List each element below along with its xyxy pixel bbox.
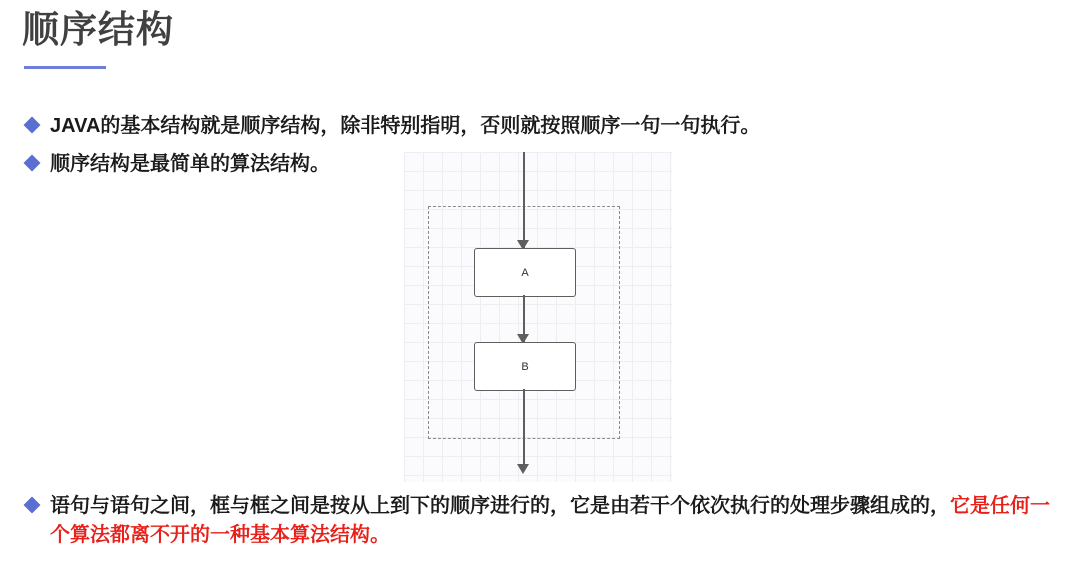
connector-line-top: [523, 152, 525, 248]
flowchart-node-a-label: A: [521, 266, 529, 279]
connector-line-bottom: [523, 389, 525, 471]
bullet-item-2-label: 顺序结构是最简单的算法结构。: [50, 153, 330, 175]
bullet-item-2: [26, 150, 330, 179]
bullet-item-1-label: JAVA的基本结构就是顺序结构，除非特别指明，否则就按照顺序一句一句执行。: [50, 115, 761, 137]
page-title: 顺序结构: [22, 9, 174, 50]
flowchart-node-a: [474, 248, 576, 297]
diamond-bullet-icon: [24, 117, 41, 134]
bullet-item-3: [26, 492, 1066, 550]
bullet-item-3-label: [50, 492, 1060, 550]
diamond-bullet-icon: [24, 497, 41, 514]
flowchart-diagram: [404, 152, 672, 482]
arrow-head-icon: [517, 464, 529, 474]
diamond-bullet-icon: [24, 155, 41, 172]
title-underline: [24, 66, 106, 69]
bullet-item-3-text: 语句与语句之间，框与框之间是按从上到下的顺序进行的，它是由若干个依次执行的处理步骤组成的，: [50, 495, 950, 517]
bullet-item-1: [26, 112, 760, 141]
bullet-item-3-highlight: 它是任何一个算法都离不开的一种基本算法结构。: [50, 495, 1050, 546]
flowchart-node-b: [474, 342, 576, 391]
flowchart-node-b-label: B: [521, 360, 529, 373]
